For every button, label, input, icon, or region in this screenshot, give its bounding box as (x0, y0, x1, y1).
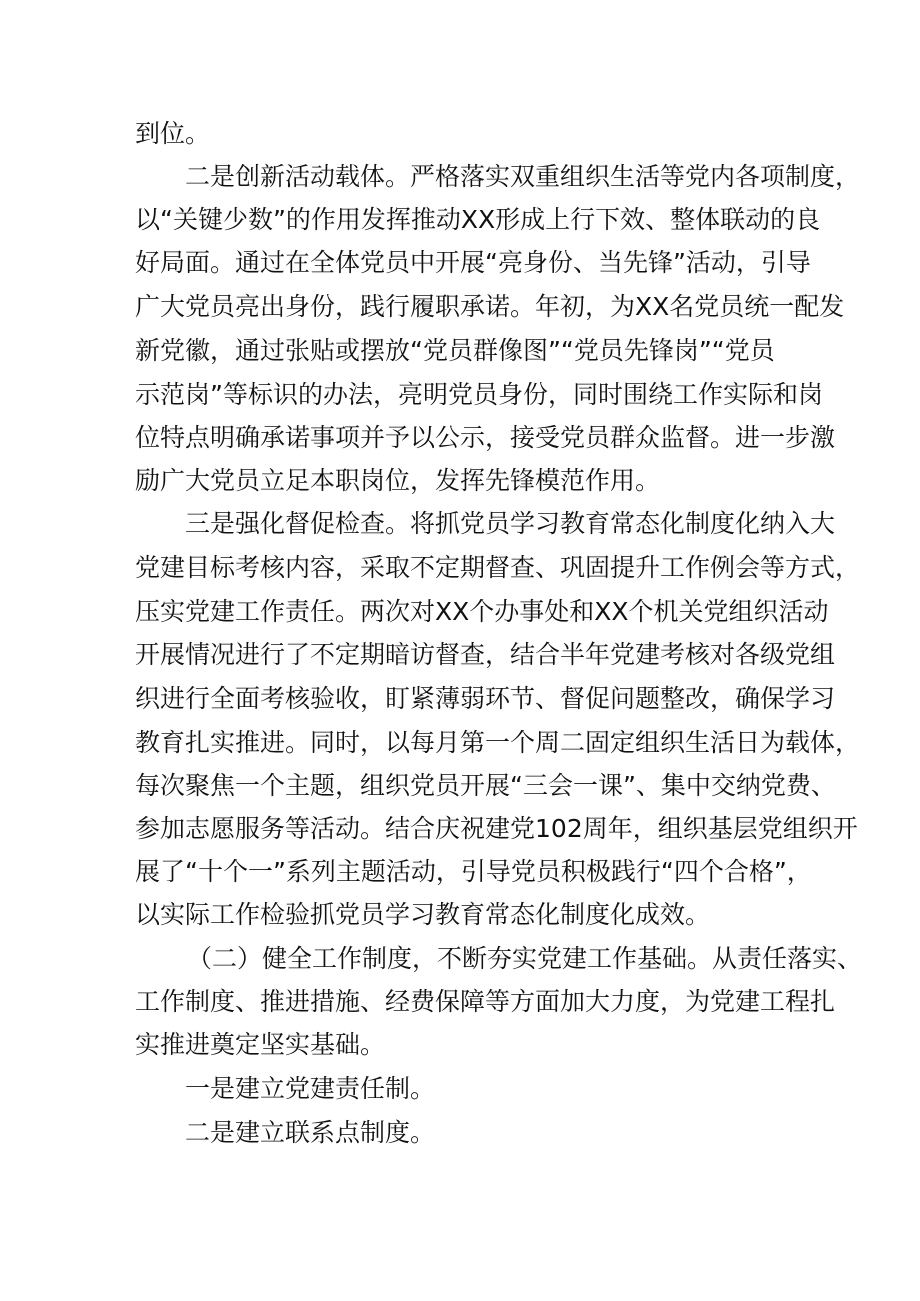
text-line-9: 励广大党员立足本职岗位，发挥先锋模范作用。 (135, 466, 661, 495)
text-line-15: 教育扎实推进。同时，以每月第一个周二固定组织生活日为载体， (135, 728, 861, 757)
text-line-21: 工作制度、推进措施、经费保障等方面加大力度，为党建工程扎 (135, 987, 836, 1016)
text-line-4: 好局面。通过在全体党员中开展“亮身份、当先锋”活动，引导 (135, 248, 811, 277)
text-line-22: 实推进奠定坚实基础。 (135, 1030, 386, 1059)
text-line-14: 织进行全面考核验收，盯紧薄弱环节、督促问题整改，确保学习 (135, 684, 836, 713)
text-line-13: 开展情况进行了不定期暗访督查，结合半年党建考核对各级党组 (135, 640, 836, 669)
text-line-11: 党建目标考核内容，采取不定期督查、巩固提升工作例会等方式， (135, 553, 861, 582)
text-line-8: 位特点明确承诺事项并予以公示，接受党员群众监督。进一步激 (135, 423, 836, 452)
text-line-24: 二是建立联系点制度。 (185, 1118, 436, 1147)
text-line-20: （二）健全工作制度，不断夯实党建工作基础。从责任落实、 (187, 944, 863, 973)
text-line-18: 展了“十个一”系列主题活动，引导党员积极践行“四个合格”， (135, 857, 812, 886)
text-line-23: 一是建立党建责任制。 (185, 1074, 436, 1103)
text-line-5: 广大党员亮出身份，践行履职承诺。年初，为XX名党员统一配发 (135, 292, 845, 321)
text-line-7: 示范岗”等标识的办法，亮明党员身份，同时围绕工作实际和岗 (135, 380, 823, 409)
text-line-17: 参加志愿服务等活动。结合庆祝建党102周年，组织基层党组织开 (135, 814, 858, 843)
text-line-6: 新党徽，通过张贴或摆放“党员群像图”“党员先锋岗”“党员 (135, 336, 775, 365)
text-line-12: 压实党建工作责任。两次对XX个办事处和XX个机关党组织活动 (135, 597, 829, 626)
text-line-1: 到位。 (135, 119, 211, 148)
text-line-19: 以实际工作检验抓党员学习教育常态化制度化成效。 (135, 900, 711, 929)
text-line-2: 二是创新活动载体。严格落实双重组织生活等党内各项制度， (185, 162, 861, 191)
text-line-10: 三是强化督促检查。将抓党员学习教育常态化制度化纳入大 (185, 509, 836, 538)
text-line-3: 以“关键少数”的作用发挥推动XX形成上行下效、整体联动的良 (135, 205, 821, 234)
text-line-16: 每次聚焦一个主题，组织党员开展“三会一课”、集中交纳党费、 (135, 771, 836, 800)
